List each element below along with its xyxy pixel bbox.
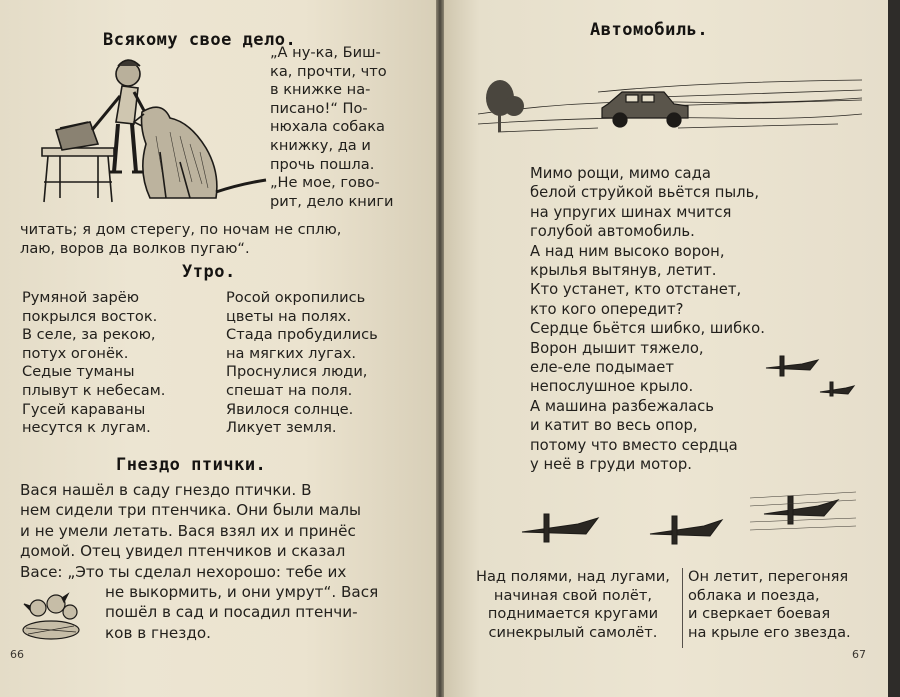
gnezdo-text-continued — [105, 582, 378, 643]
gnezdo-line: пошёл в сад и посадил птенчи- — [105, 603, 358, 622]
airplanes-illustration — [762, 348, 856, 404]
bishka-line: читать; я дом стерегу, по ночам не сплю, — [20, 221, 342, 238]
poem-line: непослушное крыло. — [530, 378, 694, 396]
poem-line: у неё в груди мотор. — [530, 456, 692, 474]
utro-column-2 — [226, 289, 378, 438]
plane-poem-column-1 — [476, 568, 670, 642]
column-divider — [682, 568, 683, 648]
utro-line: покрылся восток. — [22, 307, 158, 325]
bishka-text-wrap — [270, 44, 393, 211]
poem-title-utro: Утро. — [182, 262, 236, 282]
poem-line: голубой автомобиль. — [530, 223, 695, 241]
utro-line: спешат на поля. — [226, 381, 353, 399]
plane-poem-line: на крыле его звезда. — [688, 623, 851, 641]
utro-line: В селе, за рекою, — [22, 326, 156, 344]
chicks-nest-illustration — [18, 586, 84, 642]
bishka-line: лаю, воров да волков пугаю“. — [20, 239, 250, 257]
utro-column-1 — [22, 289, 165, 438]
utro-line: на мягких лугах. — [226, 344, 357, 362]
plane-poem-line: синекрылый самолёт. — [488, 623, 658, 641]
story-title-gnezdo: Гнездо птички. — [116, 455, 267, 475]
plane-poem-line: поднимается кругами — [487, 605, 659, 623]
poem-auto-text — [530, 164, 765, 475]
page-number: 67 — [852, 648, 866, 661]
utro-line: Гусей караваны — [22, 400, 146, 418]
utro-line: несутся к лугам. — [22, 419, 151, 437]
gnezdo-text — [20, 480, 361, 582]
poem-line: на упругих шинах мчится — [530, 203, 732, 221]
utro-line: Седые туманы — [22, 363, 135, 381]
page-number: 66 — [10, 648, 24, 661]
plane-poem-column-2 — [688, 568, 851, 642]
gnezdo-line: нем сидели три птенчика. Они были малы — [20, 501, 362, 520]
boy-reading-dog-illustration — [30, 52, 270, 222]
gnezdo-line: не выкормить, и они умрут“. Вася — [105, 583, 379, 601]
utro-line: потух огонёк. — [22, 344, 129, 362]
utro-line: цветы на полях. — [226, 307, 352, 325]
poem-line: Кто устанет, кто отстанет, — [530, 281, 742, 299]
poem-line: А машина разбежалась — [530, 397, 714, 415]
poem-title-auto: Автомобиль. — [590, 20, 709, 40]
bishka-line: „Не мое, гово- — [270, 174, 380, 192]
bishka-line: рит, дело книги — [270, 192, 394, 210]
poem-line: А над ним высоко ворон, — [530, 242, 725, 260]
utro-line: плывут к небесам. — [22, 381, 166, 399]
poem-line: потому что вместо сердца — [530, 436, 738, 454]
car-on-road-illustration — [478, 62, 862, 148]
poem-line: Мимо рощи, мимо сада — [530, 165, 711, 182]
poem-line: и катит во весь опор, — [530, 417, 698, 435]
plane-poem-line: и сверкает боевая — [688, 605, 831, 623]
bishka-line: писано!“ По- — [270, 99, 368, 117]
bishka-line: прочь пошла. — [270, 155, 375, 173]
bishka-line: ка, прочти, что — [270, 62, 387, 80]
right-page — [444, 0, 888, 697]
utro-line: Росой окропились — [226, 289, 366, 306]
gnezdo-line: и не умели летать. Вася взял их и принёс — [20, 521, 356, 540]
utro-line: Явилося солнце. — [226, 400, 354, 418]
airplanes-illustration — [518, 488, 858, 558]
bishka-text-continued — [20, 221, 341, 258]
bishka-line: нюхала собака — [270, 118, 385, 136]
bishka-line: книжку, да и — [270, 136, 371, 154]
poem-line: Сердце бьётся шибко, шибко. — [530, 320, 765, 338]
utro-line: Стада пробудились — [226, 326, 378, 344]
left-page — [0, 0, 436, 697]
plane-poem-line: облака и поезда, — [688, 586, 820, 604]
poem-line: крылья вытянув, летит. — [530, 262, 717, 280]
gnezdo-line: Васе: „Это ты сделал нехорошо: тебе их — [20, 562, 347, 581]
poem-line: Ворон дышит тяжело, — [530, 339, 704, 357]
gnezdo-line: домой. Отец увидел птенчиков и сказал — [20, 542, 346, 561]
utro-line: Румяной зарёю — [22, 289, 140, 306]
book-edge — [888, 0, 900, 697]
plane-poem-line: начиная свой полёт, — [493, 586, 652, 604]
gnezdo-line: ков в гнездо. — [105, 623, 211, 642]
gnezdo-line: Вася нашёл в саду гнездо птички. В — [20, 481, 312, 499]
poem-line: еле-еле подымает — [530, 359, 674, 377]
plane-poem-line: Над полями, над лугами, — [476, 568, 670, 585]
plane-poem-line: Он летит, перегоняя — [688, 568, 849, 585]
utro-line: Проснулися люди, — [226, 363, 368, 381]
poem-line: кто кого опередит? — [530, 300, 684, 318]
utro-line: Ликует земля. — [226, 419, 337, 437]
bishka-line: в книжке на- — [270, 81, 371, 99]
poem-line: белой струйкой вьётся пыль, — [530, 184, 760, 202]
story-title-bishka: Всякому свое дело. — [103, 30, 297, 50]
book-gutter — [436, 0, 444, 697]
bishka-line: „А ну-ка, Биш- — [270, 44, 381, 61]
